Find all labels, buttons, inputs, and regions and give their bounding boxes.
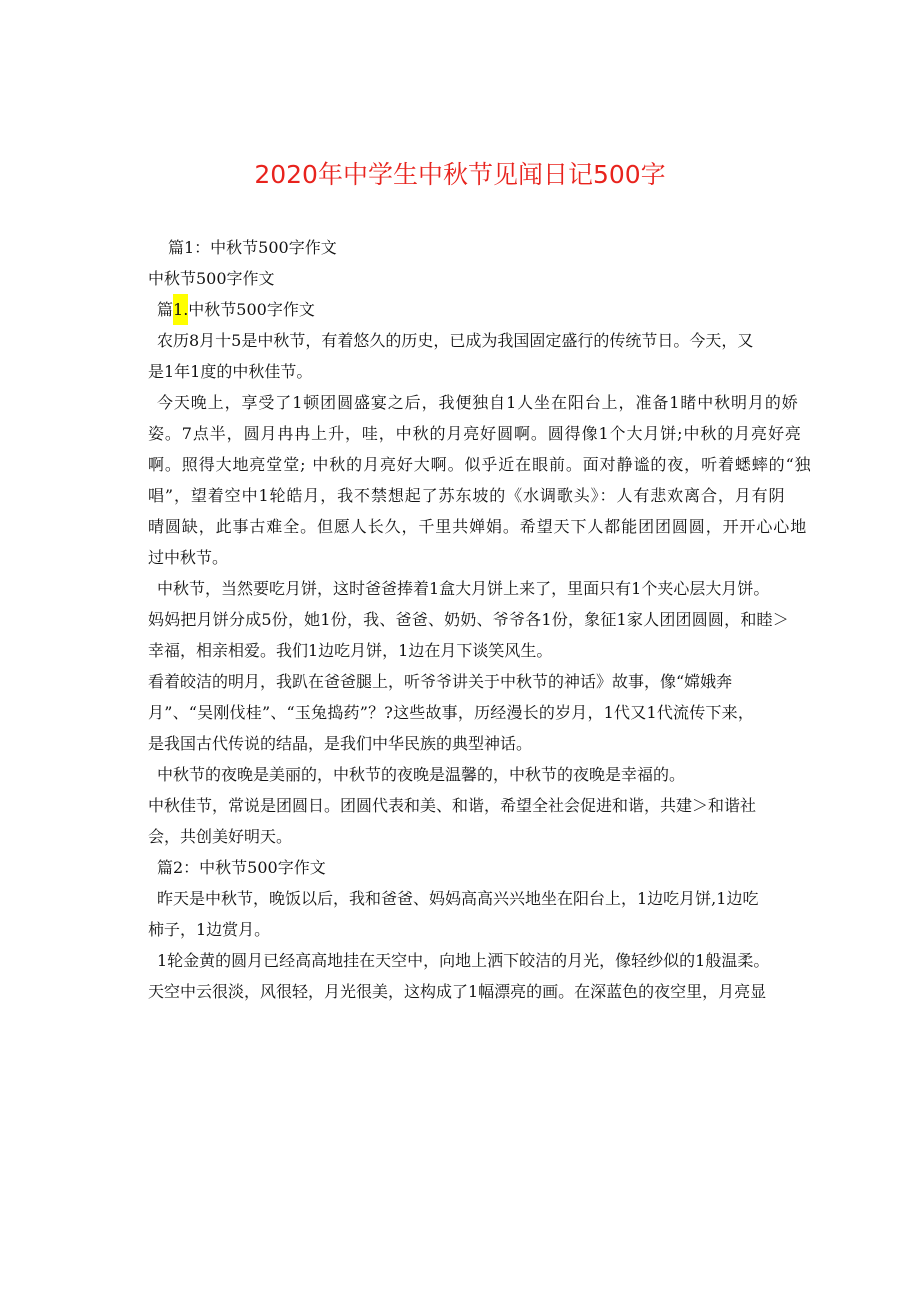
paragraph-line: 中秋节，当然要吃月饼，这时爸爸捧着1盒大月饼上来了，里面只有1个夹心层大月饼。 bbox=[157, 579, 770, 598]
paragraph-line: 1轮金黄的圆月已经高高地挂在天空中，向地上洒下皎洁的月光，像轻纱似的1般温柔。 bbox=[157, 951, 770, 970]
paragraph-line: 是我国古代传说的结晶，是我们中华民族的典型神话。 bbox=[148, 734, 533, 753]
paragraph-line: 晴圆缺，此事古难全。但愿人长久，千里共婵娟。希望天下人都能团团圆圆，开开心心地 bbox=[148, 517, 808, 536]
highlighted-number: 1. bbox=[173, 294, 188, 325]
subheading: 中秋节500字作文 bbox=[148, 269, 275, 288]
heading-prefix: 篇 bbox=[157, 300, 174, 319]
paragraph-line: 昨天是中秋节，晚饭以后，我和爸爸、妈妈高高兴兴地坐在阳台上，1边吃月饼,1边吃 bbox=[157, 889, 759, 908]
heading-text: 中秋节500字作文 bbox=[188, 300, 315, 319]
paragraph-line: 柿子，1边赏月。 bbox=[148, 920, 271, 939]
paragraph-line: 啊。照得大地亮堂堂; 中秋的月亮好大啊。似乎近在眼前。面对静谧的夜，听着蟋蟀的“独 bbox=[148, 455, 812, 474]
paragraph-line: 中秋佳节，常说是团圆日。团圆代表和美、和谐，希望全社会促进和谐，共建＞和谐社 bbox=[148, 796, 757, 815]
paragraph-line: 幸福，相亲相爱。我们1边吃月饼，1边在月下谈笑风生。 bbox=[148, 641, 553, 660]
paragraph-line: 唱”，望着空中1轮皓月，我不禁想起了苏东坡的《水调歌头》：人有悲欢离合，月有阴 bbox=[148, 486, 786, 505]
section-heading-sub bbox=[148, 294, 798, 325]
section-heading-1: 篇1：中秋节500字作文 bbox=[168, 238, 337, 257]
section-heading-2: 篇2：中秋节500字作文 bbox=[157, 858, 326, 877]
paragraph-line: 农历8月十5是中秋节，有着悠久的历史，已成为我国固定盛行的传统节日。今天，又 bbox=[157, 331, 754, 350]
paragraph-line: 过中秋节。 bbox=[148, 548, 229, 567]
paragraph-line: 姿。7点半，圆月冉冉上升，哇，中秋的月亮好圆啊。圆得像1个大月饼;中秋的月亮好亮 bbox=[148, 424, 802, 443]
paragraph-line: 看着皎洁的明月，我趴在爸爸腿上，听爷爷讲关于中秋节的神话》故事，像“嫦娥奔 bbox=[148, 672, 733, 691]
paragraph-line: 月”、“吴刚伐桂”、“玉兔捣药”？?这些故事，历经漫长的岁月，1代又1代流传下来， bbox=[148, 703, 755, 722]
paragraph-line: 会，共创美好明天。 bbox=[148, 827, 293, 846]
document-body bbox=[148, 232, 812, 1007]
document-title: 2020年中学生中秋节见闻日记500字 bbox=[254, 160, 666, 189]
paragraph-line: 今天晚上，享受了1顿团圆盛宴之后，我便独自1人坐在阳台上，准备1睹中秋明月的娇 bbox=[157, 393, 799, 412]
paragraph-line: 中秋节的夜晚是美丽的，中秋节的夜晚是温馨的，中秋节的夜晚是幸福的。 bbox=[157, 765, 686, 784]
paragraph-line: 妈妈把月饼分成5份，她1份，我、爸爸、奶奶、爷爷各1份，象征1家人团团圆圆，和睦＞ bbox=[148, 610, 789, 629]
paragraph-line: 天空中云很淡，风很轻，月光很美，这构成了1幅漂亮的画。在深蓝色的夜空里，月亮显 bbox=[148, 982, 767, 1001]
paragraph-line: 是1年1度的中秋佳节。 bbox=[148, 362, 313, 381]
